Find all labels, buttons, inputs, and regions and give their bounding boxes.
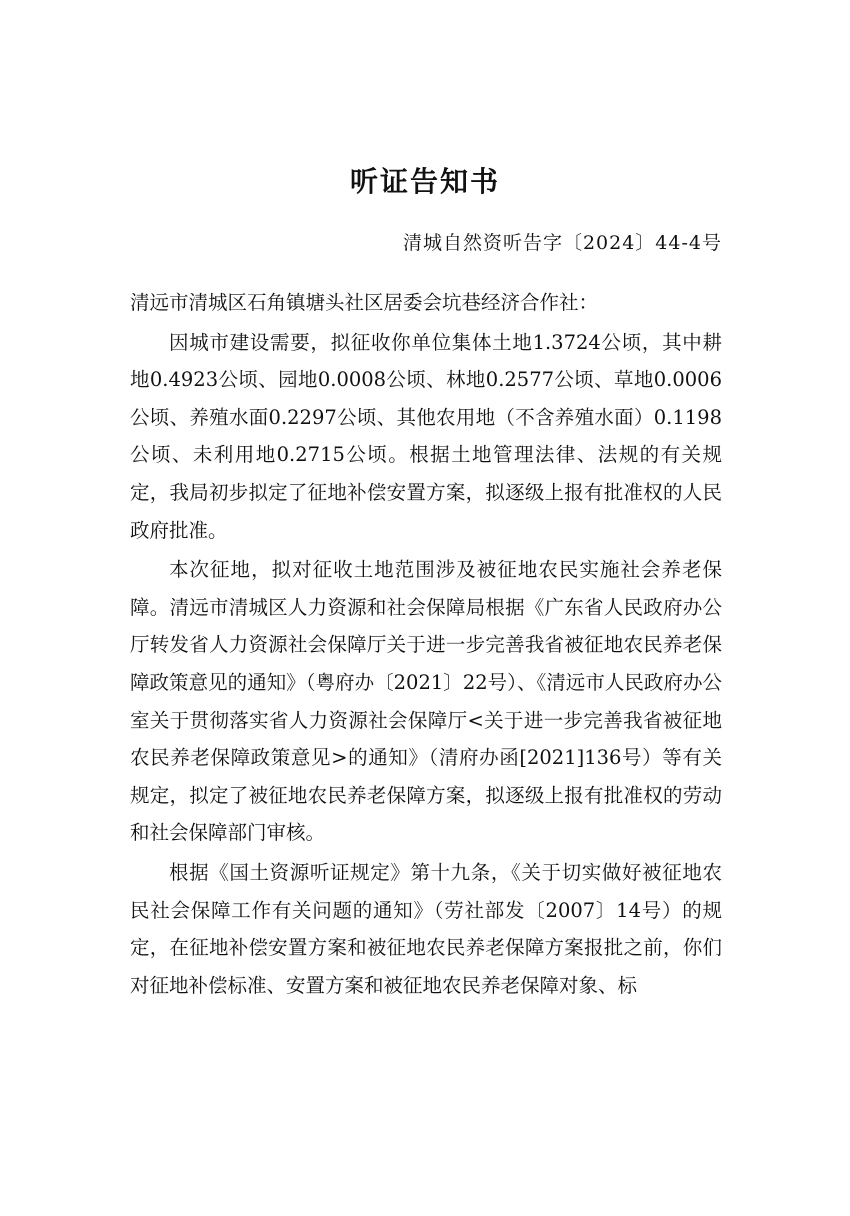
document-title: 听证告知书 <box>349 165 500 198</box>
paragraph-1: 因城市建设需要，拟征收你单位集体土地1.3724公顷，其中耕地0.4923公顷、园地0.0008公顷、林地0.2577公顷、草地0.0006公顷、养殖水面0.2297公顷、其他农用地（不含养殖水面）0.1198公顷、未利用地0.2715公顷。根据土地管理法律、法规的有关规定，我局初步拟定了征地补偿安置方案，拟逐级上报有批准权的人民政府批准。 <box>130 330 722 542</box>
document-body <box>130 284 722 1004</box>
paragraph-2: 本次征地，拟对征收土地范围涉及被征地农民实施社会养老保障。清远市清城区人力资源和社会保障局根据《广东省人民政府办公厅转发省人力资源社会保障厅关于进一步完善我省被征地农民养老保障政策意见的通知》（粤府办〔2021〕22号）、《清远市人民政府办公室关于贯彻落实省人力资源社会保障厅<关于进一步完善我省被征地农民养老保障政策意见>的通知》（清府办函[2021]136号）等有关规定，拟定了被征地农民养老保障方案，拟逐级上报有批准权的劳动和社会保障部门审核。 <box>130 558 722 845</box>
addressee: 清远市清城区石角镇塘头社区居委会坑巷经济合作社： <box>130 291 599 314</box>
paragraph-3: 根据《国土资源听证规定》第十九条，《关于切实做好被征地农民社会保障工作有关问题的通知》（劳社部发〔2007〕14号）的规定，在征地补偿安置方案和被征地农民养老保障方案报批之前，你们对征地补偿标准、安置方案和被征地农民养老保障对象、标 <box>130 860 722 997</box>
document-number: 清城自然资听告字〔2024〕44-4号 <box>402 232 722 254</box>
